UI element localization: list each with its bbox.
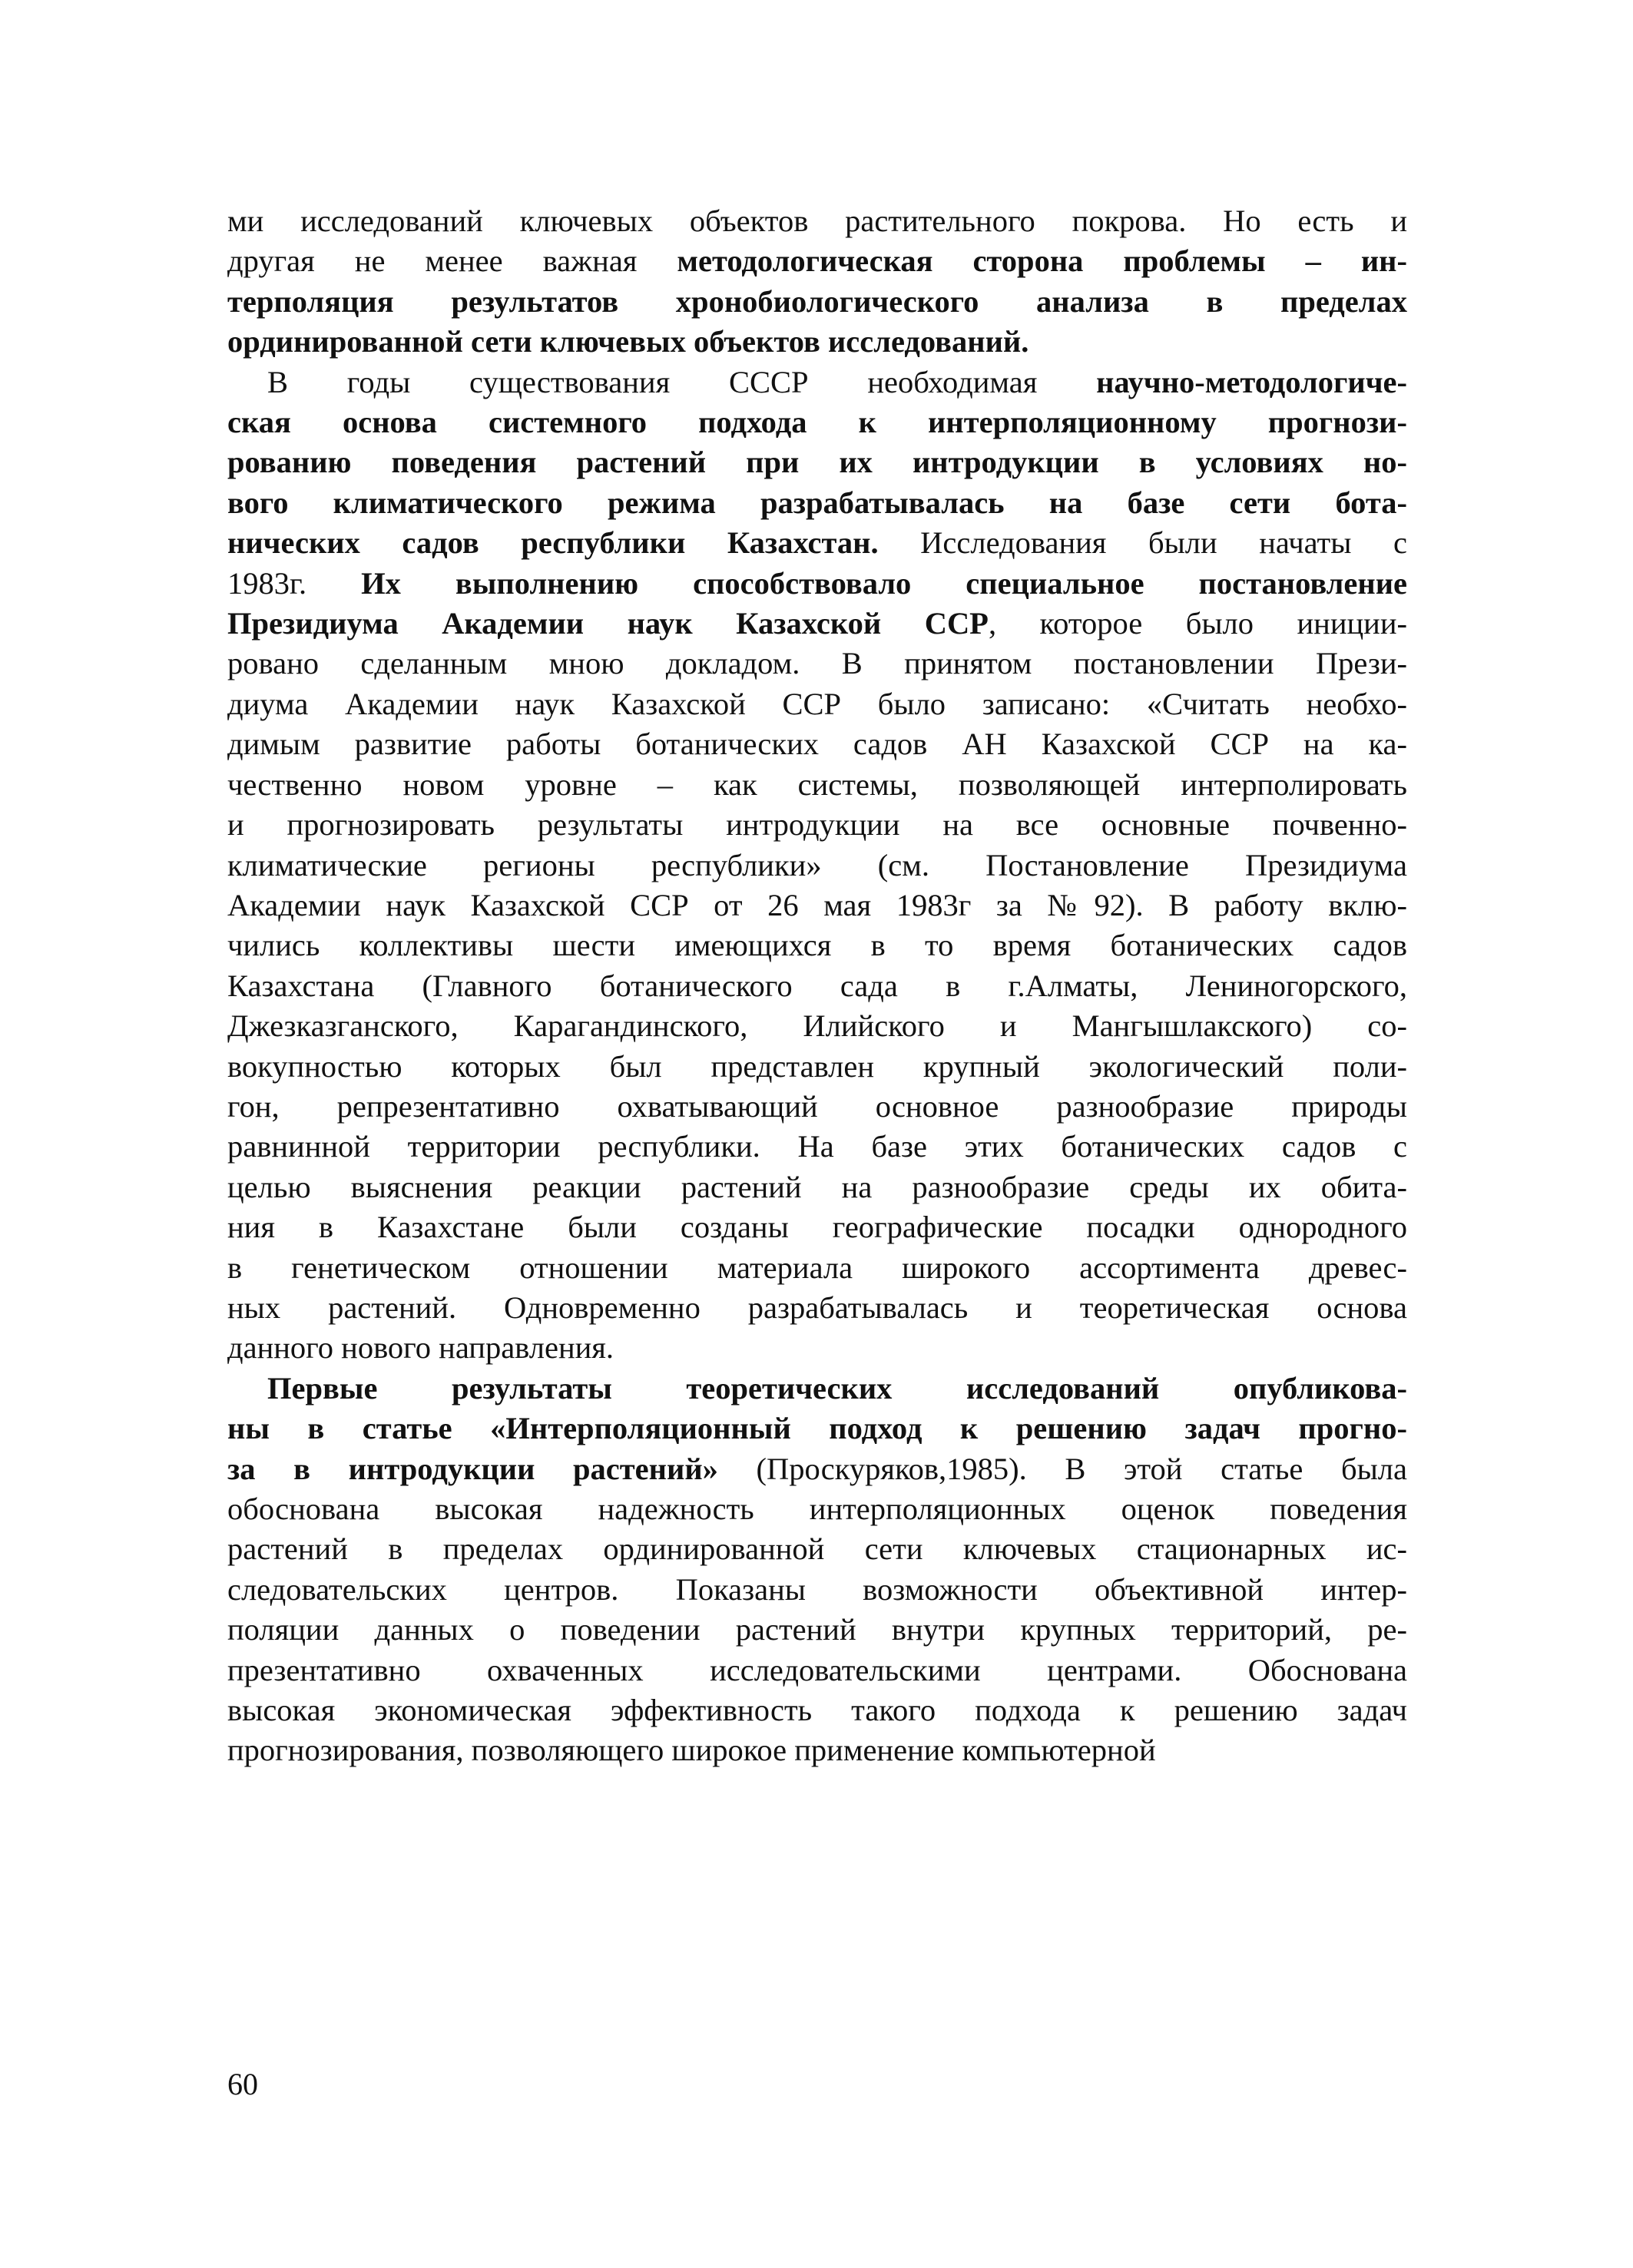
text-line — [227, 523, 1407, 563]
text-run: , которое было иниции- — [988, 606, 1407, 641]
text-line — [227, 1730, 1407, 1770]
text-run: и прогнозировать результаты интродукции на все основные почвенно- — [227, 807, 1407, 843]
text-line — [227, 1006, 1407, 1046]
text-run: (Проскуряков,1985). В этой статье была — [717, 1451, 1407, 1486]
text-run: чественно новом уровне – как системы, позволяющей интерполировать — [227, 766, 1407, 802]
text-line — [227, 684, 1407, 724]
bold-text: методологическая сторона проблемы – ин- — [677, 243, 1407, 279]
bold-text: вого климатического режима разрабатывалась на базе сети бота- — [227, 485, 1407, 520]
text-run: высокая экономическая эффективность такого подхода к решению задач — [227, 1693, 1407, 1728]
text-line — [227, 805, 1407, 845]
text-line — [227, 1570, 1407, 1610]
text-line — [227, 1369, 1407, 1409]
text-run: презентативно охваченных исследовательскими центрами. Обоснована — [227, 1652, 1407, 1687]
text-line — [227, 1409, 1407, 1449]
text-run: гон, репрезентативно охватывающий основное разнообразие природы — [227, 1088, 1407, 1124]
text-run: равнинной территории республики. На базе этих ботанических садов с — [227, 1129, 1407, 1164]
text-line — [227, 966, 1407, 1006]
text-line — [227, 402, 1407, 442]
text-line — [227, 442, 1407, 482]
text-line — [227, 1248, 1407, 1288]
text-line — [227, 846, 1407, 886]
text-line — [227, 201, 1407, 241]
text-line — [227, 1087, 1407, 1127]
text-line — [227, 282, 1407, 322]
text-run: данного нового направления. — [227, 1330, 614, 1366]
text-run: ровано сделанным мною докладом. В принятом постановлении Прези- — [227, 646, 1407, 681]
text-line — [227, 1288, 1407, 1328]
text-run: Исследования были начаты с — [878, 525, 1407, 561]
bold-text: Президиума Академии наук Казахской ССР — [227, 606, 989, 641]
text-run: Академии наук Казахской ССР от 26 мая 1983г за №92). В работу вклю- — [227, 887, 1407, 922]
text-run: диума Академии наук Казахской ССР было записано: «Считать необхо- — [227, 686, 1407, 721]
bold-text: ская основа системного подхода к интерполяционному прогнози- — [227, 405, 1407, 440]
bold-text: за в интродукции растений» — [227, 1451, 718, 1486]
text-line — [227, 1127, 1407, 1167]
bold-text: Первые результаты теоретических исследований опубликова- — [267, 1370, 1407, 1405]
bold-text: Их выполнению способствовало специальное постановление — [361, 565, 1408, 601]
text-line — [227, 1047, 1407, 1087]
text-line — [227, 483, 1407, 523]
text-line — [227, 1167, 1407, 1207]
bold-text: рованию поведения растений при их интродукции в условиях но- — [227, 445, 1407, 480]
bold-text: ны в статье «Интерполяционный подход к решению задач прогно- — [227, 1411, 1407, 1446]
text-line — [227, 564, 1407, 604]
text-run: чились коллективы шести имеющихся в то время ботанических садов — [227, 928, 1407, 963]
text-line — [227, 1610, 1407, 1650]
text-line — [227, 604, 1407, 644]
text-line — [227, 724, 1407, 764]
text-line — [227, 363, 1407, 402]
paragraph — [227, 363, 1407, 1369]
text-run: следовательских центров. Показаны возможности объективной интер- — [227, 1571, 1407, 1607]
text-run: вокупностью которых был представлен крупный экологический поли- — [227, 1048, 1407, 1084]
text-line — [227, 1651, 1407, 1690]
text-line — [227, 241, 1407, 281]
text-run: Казахстана (Главного ботанического сада в г.Алматы, Лениногорского, — [227, 968, 1407, 1003]
paragraph — [227, 1369, 1407, 1771]
text-line — [227, 1529, 1407, 1569]
text-run: ния в Казахстане были созданы географические посадки однородного — [227, 1210, 1407, 1245]
text-line — [227, 644, 1407, 684]
text-line — [227, 925, 1407, 965]
page-body — [227, 201, 1407, 1771]
text-line — [227, 322, 1407, 362]
text-run: В годы существования СССР необходимая — [267, 364, 1097, 399]
text-line — [227, 1328, 1407, 1368]
text-line — [227, 765, 1407, 805]
text-line — [227, 1449, 1407, 1489]
text-run: поляции данных о поведении растений внутри крупных территорий, ре- — [227, 1612, 1407, 1647]
text-run: ных растений. Одновременно разрабатывалась и теоретическая основа — [227, 1290, 1407, 1325]
text-run: в генетическом отношении материала широкого ассортимента древес- — [227, 1250, 1407, 1285]
paragraph — [227, 201, 1407, 363]
bold-text: научно-методологиче- — [1096, 364, 1407, 399]
text-line — [227, 1690, 1407, 1730]
text-line — [227, 1489, 1407, 1529]
text-run: 1983г. — [227, 565, 362, 601]
text-line — [227, 1207, 1407, 1247]
text-run: климатические регионы республики» (см. Постановление Президиума — [227, 847, 1407, 882]
bold-text: ординированной сети ключевых объектов исследований. — [227, 324, 1029, 359]
text-run: растений в пределах ординированной сети ключевых стационарных ис- — [227, 1531, 1407, 1567]
bold-text: терполяция результатов хронобиологического анализа в пределах — [227, 283, 1407, 319]
text-run: обоснована высокая надежность интерполяционных оценок поведения — [227, 1492, 1407, 1526]
text-line — [227, 886, 1407, 925]
text-run: другая не менее важная — [227, 243, 677, 279]
bold-text: нических садов республики Казахстан. — [227, 525, 879, 561]
text-run: димым развитие работы ботанических садов АН Казахской ССР на ка- — [227, 727, 1407, 762]
text-run: Джезказганского, Карагандинского, Илийского и Мангышлакского) со- — [227, 1008, 1407, 1044]
text-run: ми исследований ключевых объектов растительного покрова. Но есть и — [227, 204, 1407, 238]
page-number: 60 — [227, 2067, 258, 2101]
text-run: прогнозирования, позволяющего широкое применение компьютерной — [227, 1733, 1156, 1768]
text-run: целью выяснения реакции растений на разнообразие среды их обита- — [227, 1169, 1407, 1204]
